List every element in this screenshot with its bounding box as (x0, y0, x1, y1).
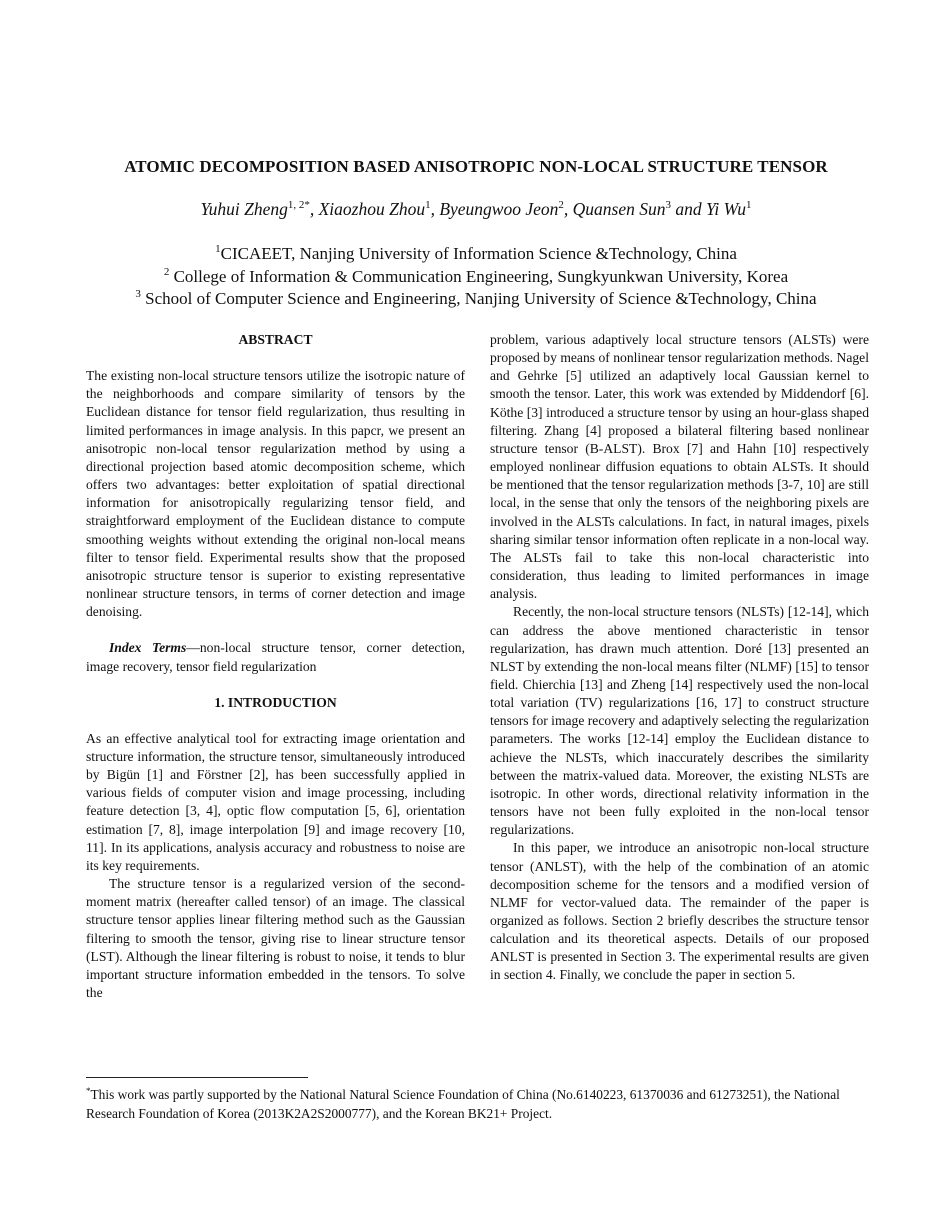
index-terms (86, 639, 465, 675)
abstract-text: The existing non-local structure tensors utilize the isotropic nature of the neighborhoods and compare similarity of tensors by the Euclidean distance for tensor field regularization, thus resulting in limited performances in image analysis. In this papcr, we present an anisotropic non-local tensor regularization method by using a directional projection based atomic decomposition scheme, which offers two advantages: better exploitation of spatial directional information for anisotropically regularizing tensor field, and straightforward employment of the Euclidean distance to compute smoothing weights without extending the original non-local means filter to tensor field. Experimental results show that the proposed anisotropic structure tensor is superior to existing representative nonlinear structure tensors, in terms of corner detection and image denoising. (86, 368, 465, 620)
intro-paragraph: problem, various adaptively local structure tensors (ALSTs) were proposed by means of nonlinear tensor regularization methods. Nagel and Gehrke [5] utilized an adaptively local Gaussian kernel to smooth the tensor. Later, this work was extended by Middendorf [6]. Köthe [3] introduced a structure tensor by using an hour-glass shaped filtering. Zhang [4] proposed a bilateral filtering based nonlinear structure tensor (B-ALST). Brox [7] and Hahn [10] respectively employed nonlinear diffusion equations to obtain ALSTs. It should be mentioned that the tensor regularization methods [3-7, 10] are still local, in the sense that only the tensors of the neighboring pixels are involved in the ALSTs calculations. In fact, in natural images, pixels sharing similar tensor information often replicate in a non-local way. The ALSTs fail to take this non-local characteristic into consideration, thus leading to limited performances in image analysis. (490, 332, 869, 602)
intro-paragraph: Recently, the non-local structure tensors (NLSTs) [12-14], which can address the above mentioned characteristic in tensor regularization, has drawn much attention. Doré [13] presented an NLST by extending the non-local means filter (NLMF) [15] to tensor field. Chierchia [13] and Zheng [14] respectively used the non-local total variation (TV) regularizations [16, 17] to construct structure tensors for image recovery and adaptively selecting the regularization parameters. The works [12-14] employ the Euclidean distance to achieve the NLSTs, which inaccurately describes the similarity between the matrix-valued data. Moreover, the existing NLSTs are isotropic. In other words, directional relativity information in the tensors have not been fully exploited in the non-local tensor regularizations. (490, 604, 869, 838)
author-affiliation-mark: 1 (746, 199, 752, 211)
right-column (490, 331, 869, 985)
intro-paragraph: The structure tensor is a regularized version of the second-moment matrix (hereafter called tensor) of an image. The classical structure tensor applies linear filtering method such as the Gaussian filtering to smooth the tensor, giving rise to linear structure tensor (LST). Although the linear filtering is robust to noise, it tends to blur important structure information embedded in the tensors. To solve the (86, 876, 465, 1000)
footnote-rule (86, 1077, 308, 1078)
index-terms-label: Index Terms (109, 640, 187, 656)
index-terms-text: —non-local structure tensor, corner detection, image recovery, tensor field regularization (86, 640, 465, 674)
author-affiliation-mark: 2 (558, 199, 564, 211)
affiliation (0, 288, 952, 311)
author-list: Yuhui Zheng$^{1, 2*}$, Xiaozhou Zhou$^1$, Byeungwoo Jeon$^2$, Quansen Sun$^3$ and Yi Wu$^1$ (200, 199, 752, 219)
paper-title: ATOMIC DECOMPOSITION BASED ANISOTROPIC NON-LOCAL STRUCTURE TENSOR (124, 157, 828, 176)
affiliation (0, 266, 952, 289)
author-affiliation-mark: 1 (425, 199, 431, 211)
intro-paragraph: In this paper, we introduce an anisotropic non-local structure tensor (ANLST), with the help of the combination of an atomic decomposition scheme for the tensors and a modified version of NLMF for vector-valued data. The remainder of the paper is organized as follows. Section 2 briefly describes the structure tensor calculation and its theoretical aspects. Details of our proposed ANLST is presented in Section 3. The experimental results are given in section 4. Finally, we conclude the paper in section 5. (490, 840, 869, 983)
author-name: Yi Wu (705, 199, 747, 219)
affiliation-mark: 1 (215, 243, 221, 255)
affiliation-list (0, 243, 952, 311)
footnote-text: This work was partly supported by the National Natural Science Foundation of China (No.6140223, 61370036 and 61273251), the National Research Foundation of Korea (2013K2A2S2000777), and the Korean BK21+ Project. (86, 1087, 840, 1121)
affiliation-mark: 3 (135, 288, 141, 300)
abstract-heading: ABSTRACT (238, 332, 313, 347)
affiliation-text: College of Information & Communication Engineering, Sungkyunkwan University, Korea (169, 266, 789, 286)
affiliation-text: CICAEET, Nanjing University of Information Science &Technology, China (220, 244, 737, 263)
affiliation-text: School of Computer Science and Engineering, Nanjing University of Science &Technology, China (140, 289, 817, 308)
author-affiliation-mark: 3 (665, 199, 671, 211)
left-column (86, 331, 465, 1002)
affiliation (0, 243, 952, 266)
introduction-heading: 1. INTRODUCTION (214, 694, 337, 710)
author-name: Quansen Sun (572, 199, 666, 219)
author-name: Byeungwoo Jeon (439, 199, 559, 219)
author-affiliation-mark: 1, 2* (287, 199, 310, 211)
intro-paragraph: As an effective analytical tool for extracting image orientation and structure information, the structure tensor, simultaneously introduced by Bigün [1] and Förstner [2], has been successfully applied in various fields of computer vision and image processing, including feature detection [3, 4], optic flow computation [5, 6], orientation estimation [7, 8], image interpolation [9] and image recovery [10, 11]. In its applications, analysis accuracy and robustness to noise are its key requirements. (86, 730, 465, 873)
affiliation-mark: 2 (163, 265, 170, 278)
footnote-mark: * (86, 1086, 91, 1096)
author-name: Xiaozhou Zhou (318, 199, 426, 219)
footnote (86, 1085, 876, 1123)
author-name: Yuhui Zheng (200, 199, 288, 219)
